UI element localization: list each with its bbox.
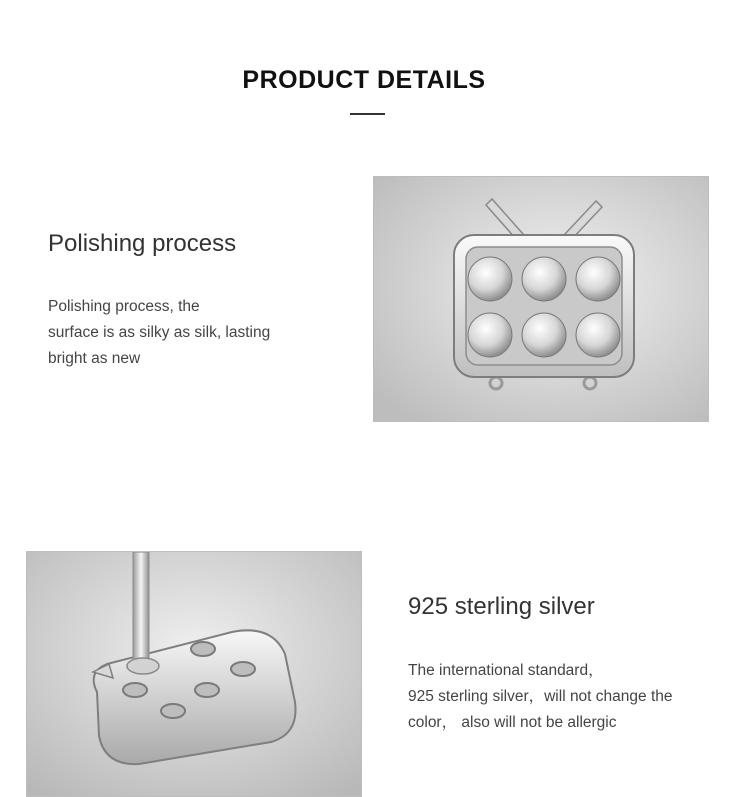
section-silver-description (408, 658, 728, 736)
description-line: surface is as silky as silk, lasting (48, 324, 271, 341)
tv-earring-back-photo (26, 551, 362, 797)
description-line: color， also will not be allergic (408, 714, 617, 731)
page-title: PRODUCT DETAILS (242, 66, 486, 94)
description-line: bright as new (48, 350, 141, 367)
title-divider (350, 113, 385, 115)
description-line: Polishing process, the (48, 298, 200, 315)
section-polishing-description (48, 294, 348, 372)
tv-earring-front-photo (373, 176, 709, 422)
description-line: The international standard， (408, 662, 604, 679)
section-polishing-heading: Polishing process (48, 230, 237, 257)
section-silver-heading: 925 sterling silver (408, 593, 595, 620)
description-line: 925 sterling silver，will not change the (408, 688, 673, 705)
